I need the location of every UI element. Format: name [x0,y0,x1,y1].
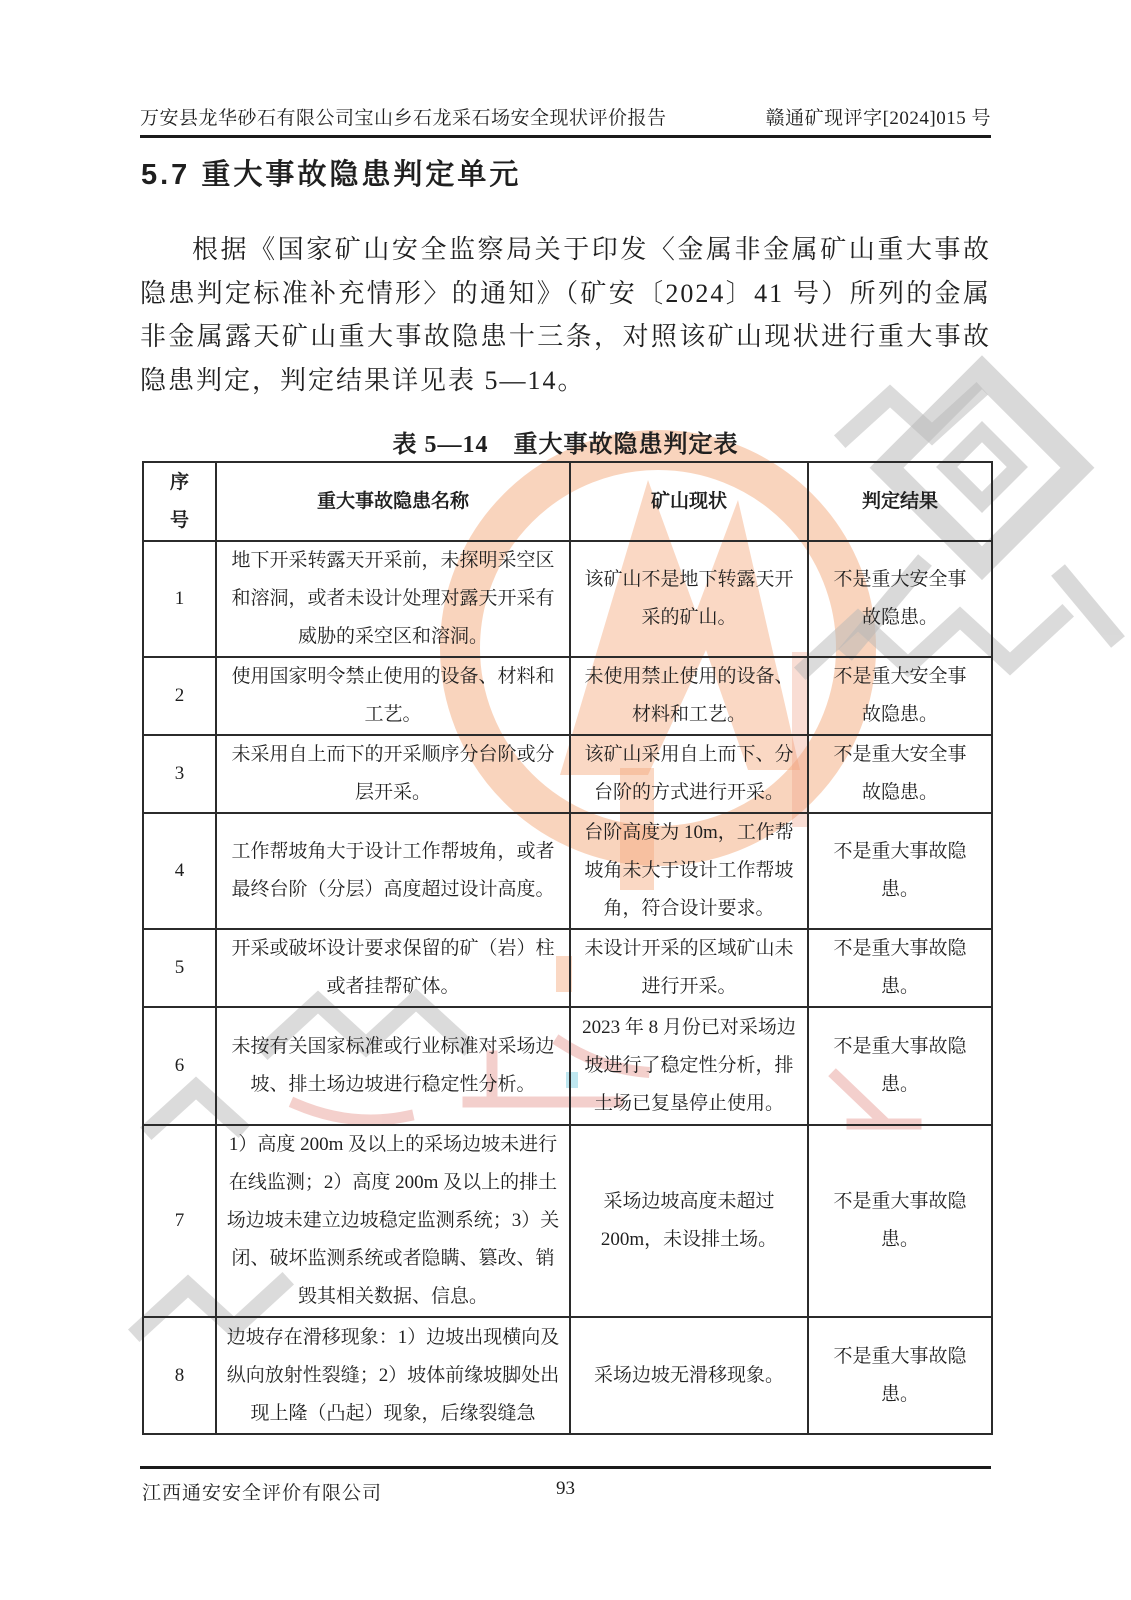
body-paragraph: 根据《国家矿山安全监察局关于印发〈金属非金属矿山重大事故隐患判定标准补充情形〉的通知》（矿安〔2024〕41 号）所列的金属非金属露天矿山重大事故隐患十三条，对照该矿山现状进行重大事故隐患判定，判定结果详见表 5—14。 [140,235,991,395]
cell-hazard-name: 工作帮坡角大于设计工作帮坡角，或者最终台阶（分层）高度超过设计高度。 [216,813,570,929]
cell-mine-status: 未使用禁止使用的设备、材料和工艺。 [570,657,808,735]
cell-hazard-name: 使用国家明令禁止使用的设备、材料和工艺。 [216,657,570,735]
cell-no: 1 [143,541,216,657]
footer-page-number: 93 [556,1478,575,1499]
table-row [143,813,992,929]
cell-mine-status: 该矿山采用自上而下、分台阶的方式进行开采。 [570,735,808,813]
cell-no: 5 [143,929,216,1007]
cell-judgment-result: 不是重大事故隐患。 [808,1007,992,1125]
table-header-row [143,462,992,541]
table-row [143,541,992,657]
cell-mine-status: 采场边坡无滑移现象。 [570,1317,808,1434]
cell-judgment-result: 不是重大安全事故隐患。 [808,735,992,813]
cell-no: 3 [143,735,216,813]
cell-hazard-name: 开采或破坏设计要求保留的矿（岩）柱或者挂帮矿体。 [216,929,570,1007]
hazard-judgment-table [142,461,993,1435]
cell-no: 2 [143,657,216,735]
cell-judgment-result: 不是重大事故隐患。 [808,813,992,929]
table-row [143,1007,992,1125]
cell-judgment-result: 不是重大安全事故隐患。 [808,541,992,657]
cell-no: 7 [143,1125,216,1317]
header-doc-number: 赣通矿现评字[2024]015 号 [765,108,991,129]
cell-hazard-name: 未按有关国家标准或行业标准对采场边坡、排土场边坡进行稳定性分析。 [216,1007,570,1125]
cell-mine-status: 该矿山不是地下转露天开采的矿山。 [570,541,808,657]
table-row [143,735,992,813]
cell-judgment-result: 不是重大安全事故隐患。 [808,657,992,735]
cell-judgment-result: 不是重大事故隐患。 [808,1125,992,1317]
cell-hazard-name: 未采用自上而下的开采顺序分台阶或分层开采。 [216,735,570,813]
cell-no: 6 [143,1007,216,1125]
cell-judgment-result: 不是重大事故隐患。 [808,1317,992,1434]
table-row [143,1125,992,1317]
cell-hazard-name: 边坡存在滑移现象：1）边坡出现横向及纵向放射性裂缝；2）坡体前缘坡脚处出现上隆（凸起）现象，后缘裂缝急 [216,1317,570,1434]
table-row [143,657,992,735]
column-header-name: 重大事故隐患名称 [216,462,570,541]
cell-mine-status: 采场边坡高度未超过 200m，未设排土场。 [570,1125,808,1317]
header-report-title: 万安县龙华砂石有限公司宝山乡石龙采石场安全现状评价报告 [140,108,667,129]
cell-no: 4 [143,813,216,929]
table-row [143,1317,992,1434]
column-header-result: 判定结果 [808,462,992,541]
column-header-status: 矿山现状 [570,462,808,541]
cell-no: 8 [143,1317,216,1434]
cell-mine-status: 2023 年 8 月份已对采场边坡进行了稳定性分析，排土场已复垦停止使用。 [570,1007,808,1125]
cell-mine-status: 台阶高度为 10m，工作帮坡角未大于设计工作帮坡角，符合设计要求。 [570,813,808,929]
footer-company: 江西通安安全评价有限公司 [142,1483,383,1504]
column-header-no: 序号 [143,462,216,541]
table-row [143,929,992,1007]
page-header [140,103,991,138]
page-footer [140,1466,991,1504]
table-caption: 表 5—14 重大事故隐患判定表 [392,432,739,458]
cell-judgment-result: 不是重大事故隐患。 [808,929,992,1007]
section-title: 5.7 重大事故隐患判定单元 [141,159,522,191]
cell-hazard-name: 1）高度 200m 及以上的采场边坡未进行在线监测；2）高度 200m 及以上的排土场边坡未建立边坡稳定监测系统；3）关闭、破坏监测系统或者隐瞒、篡改、销毁其相关数据、信息。 [216,1125,570,1317]
cell-mine-status: 未设计开采的区域矿山未进行开采。 [570,929,808,1007]
cell-hazard-name: 地下开采转露天开采前，未探明采空区和溶洞，或者未设计处理对露天开采有威胁的采空区和溶洞。 [216,541,570,657]
